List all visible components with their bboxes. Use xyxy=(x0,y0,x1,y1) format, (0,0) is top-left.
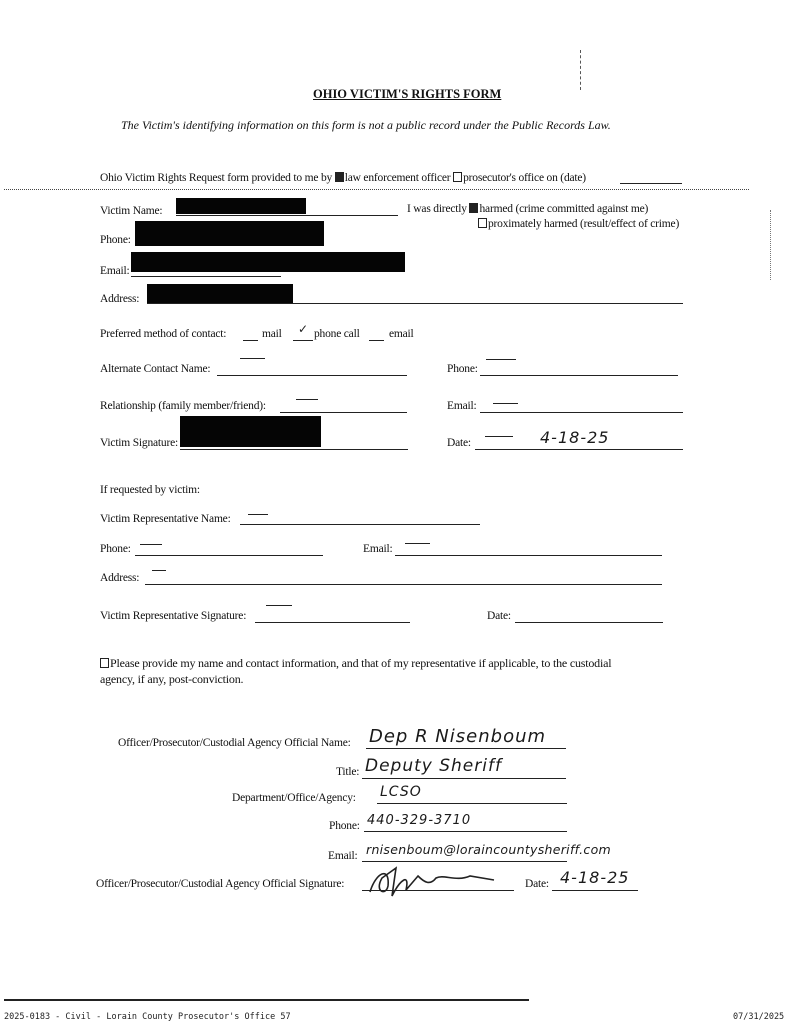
official-name-value: Dep R Nisenboum xyxy=(369,726,547,747)
official-date-value: 4-18-25 xyxy=(560,868,630,887)
directly-harmed-label: harmed (crime committed against me) xyxy=(479,203,649,215)
bottom-rule xyxy=(4,999,529,1001)
official-title-value: Deputy Sheriff xyxy=(365,756,502,776)
official-email-label: Email: xyxy=(328,850,358,862)
rep-name-field[interactable] xyxy=(240,524,480,525)
official-title-label: Title: xyxy=(336,766,360,778)
provided-by-row xyxy=(100,172,586,184)
contact-method-label: Preferred method of contact: xyxy=(100,328,227,340)
dash-mark xyxy=(240,358,265,359)
victim-date-field[interactable] xyxy=(475,449,683,450)
please-provide-text-2: agency, if any, post-conviction. xyxy=(100,672,244,686)
dash-mark xyxy=(493,403,518,404)
phone-call-blank[interactable] xyxy=(293,340,313,341)
dash-mark xyxy=(152,570,166,571)
dash-mark xyxy=(485,436,513,437)
rep-address-field[interactable] xyxy=(145,584,662,585)
if-requested-label: If requested by victim: xyxy=(100,484,200,496)
prosecutor-date-line[interactable] xyxy=(620,183,682,184)
law-enforcement-checkbox[interactable] xyxy=(335,172,344,182)
relationship-field[interactable] xyxy=(280,412,407,413)
official-signature-scribble xyxy=(366,862,506,900)
rep-name-label: Victim Representative Name: xyxy=(100,513,231,525)
contact-mail-label: mail xyxy=(262,328,282,340)
scan-artifact xyxy=(580,50,583,90)
contact-email-label: email xyxy=(389,328,414,340)
directly-harmed-checkbox[interactable] xyxy=(469,203,478,213)
rel-email-label: Email: xyxy=(447,400,477,412)
proximately-harmed-label: proximately harmed (result/effect of crime) xyxy=(488,218,680,230)
redaction-block xyxy=(147,284,293,304)
email-blank[interactable] xyxy=(369,340,384,341)
dash-mark xyxy=(140,544,162,545)
proximately-harmed-checkbox[interactable] xyxy=(478,218,487,228)
victim-address-field[interactable] xyxy=(147,303,683,304)
law-enforcement-label: law enforcement officer xyxy=(344,172,451,184)
official-date-field[interactable] xyxy=(552,890,638,891)
please-provide-row xyxy=(100,656,611,671)
alt-contact-label: Alternate Contact Name: xyxy=(100,363,211,375)
official-phone-value: 440-329-3710 xyxy=(367,813,472,828)
prosecutor-label: prosecutor's office on (date) xyxy=(463,172,586,184)
footer-date: 07/31/2025 xyxy=(733,1012,785,1022)
redaction-block xyxy=(176,198,306,214)
dept-value: LCSO xyxy=(380,784,422,800)
victim-date-label: Date: xyxy=(447,437,471,449)
rep-address-label: Address: xyxy=(100,572,140,584)
victim-phone-label: Phone: xyxy=(100,234,131,246)
rep-email-field[interactable] xyxy=(395,555,662,556)
dash-mark xyxy=(266,605,292,606)
redaction-block xyxy=(180,416,321,447)
harmed-row xyxy=(407,203,648,215)
provided-by-label: Ohio Victim Rights Request form provided to me by xyxy=(100,172,333,184)
alt-phone-field[interactable] xyxy=(480,375,678,376)
alt-phone-label: Phone: xyxy=(447,363,478,375)
relationship-label: Relationship (family member/friend): xyxy=(100,400,266,412)
proximately-row xyxy=(478,218,679,230)
rep-signature-field[interactable] xyxy=(255,622,410,623)
dash-mark xyxy=(248,514,268,515)
official-name-label: Officer/Prosecutor/Custodial Agency Official Name: xyxy=(118,737,351,749)
footer-left: 2025-0183 - Civil - Lorain County Prosecutor's Office 57 xyxy=(4,1012,291,1022)
victim-date-value: 4-18-25 xyxy=(540,428,610,447)
separator-dotted-line xyxy=(4,189,749,190)
dash-mark xyxy=(486,359,516,360)
rep-phone-label: Phone: xyxy=(100,543,131,555)
victim-email-label: Email: xyxy=(100,265,130,277)
victim-address-label: Address: xyxy=(100,293,140,305)
checkmark-icon: ✓ xyxy=(298,322,309,336)
scan-artifact xyxy=(770,210,773,280)
form-subtitle: The Victim's identifying information on this form is not a public record under the Public Records Law. xyxy=(121,118,611,132)
alt-contact-field[interactable] xyxy=(217,375,407,376)
dash-mark xyxy=(296,399,318,400)
rep-email-label: Email: xyxy=(363,543,393,555)
victim-email-field[interactable] xyxy=(131,276,281,277)
official-phone-field[interactable] xyxy=(364,831,567,832)
form-title: OHIO VICTIM'S RIGHTS FORM xyxy=(313,87,502,101)
dept-field[interactable] xyxy=(377,803,567,804)
redaction-block xyxy=(131,252,405,272)
official-date-label: Date: xyxy=(525,878,549,890)
prosecutor-checkbox[interactable] xyxy=(453,172,462,182)
victim-signature-field[interactable] xyxy=(180,449,408,450)
rep-date-label: Date: xyxy=(487,610,511,622)
official-name-field[interactable] xyxy=(366,748,566,749)
rep-signature-label: Victim Representative Signature: xyxy=(100,610,247,622)
victim-name-field[interactable] xyxy=(176,215,398,216)
harmed-intro: I was directly xyxy=(407,203,467,215)
redaction-block xyxy=(135,221,324,246)
rel-email-field[interactable] xyxy=(480,412,683,413)
official-title-field[interactable] xyxy=(362,778,566,779)
victim-signature-label: Victim Signature: xyxy=(100,437,178,449)
official-phone-label: Phone: xyxy=(329,820,360,832)
dash-mark xyxy=(405,543,430,544)
contact-phone-label: phone call xyxy=(314,328,360,340)
dept-label: Department/Office/Agency: xyxy=(232,792,356,804)
official-signature-label: Officer/Prosecutor/Custodial Agency Official Signature: xyxy=(96,878,345,890)
please-provide-text: Please provide my name and contact information, and that of my representative if applicable, to the custodial xyxy=(110,656,612,670)
please-provide-checkbox[interactable] xyxy=(100,658,109,668)
victim-name-label: Victim Name: xyxy=(100,205,163,217)
rep-date-field[interactable] xyxy=(515,622,663,623)
mail-blank[interactable] xyxy=(243,340,258,341)
official-email-value: rnisenboum@loraincountysheriff.com xyxy=(366,842,612,857)
rep-phone-field[interactable] xyxy=(135,555,323,556)
